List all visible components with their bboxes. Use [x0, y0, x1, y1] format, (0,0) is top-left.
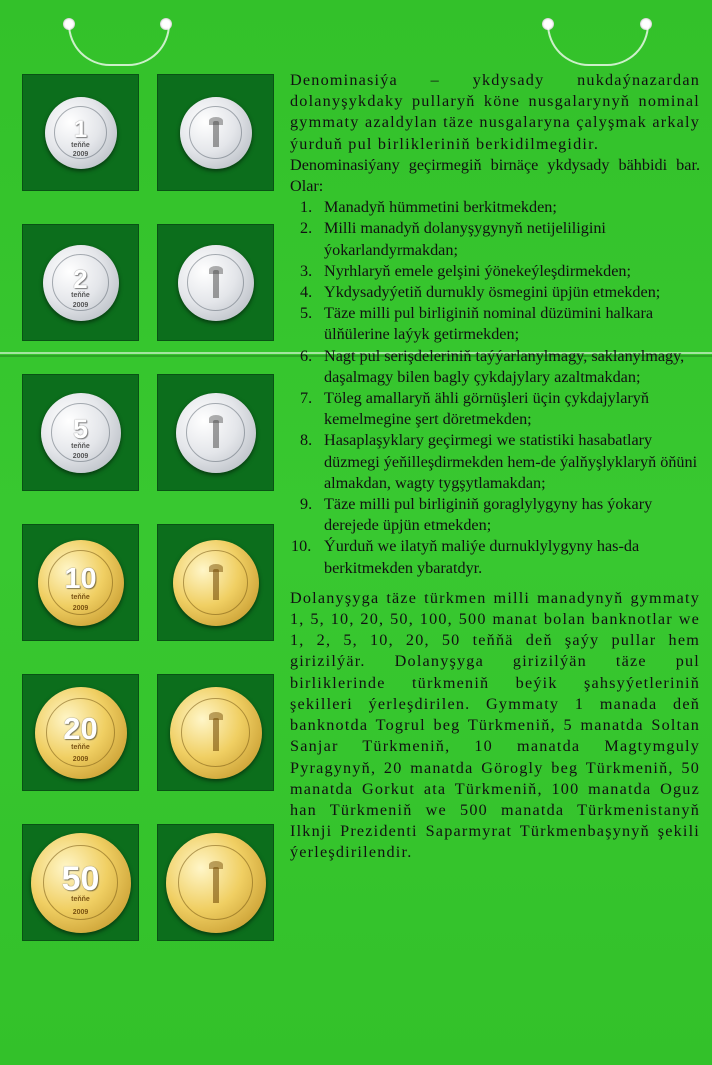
intro-second-paragraph: Denominasiýany geçirmegiň birnäçe ykdysady bähbidi bar. Olar: — [290, 155, 700, 196]
coin-slot-reverse — [157, 824, 274, 941]
monument-icon — [213, 420, 219, 449]
list-item: 4. Ykdysadyýetiň durnukly ösmegini üpjün etmekden; — [300, 283, 661, 302]
coin-year: 2009 — [72, 453, 89, 461]
coin-denomination: 50 — [61, 859, 100, 898]
coin-slot-obverse — [22, 74, 139, 191]
list-item: 1. Manadyň hümmetini berkitmekden; — [300, 198, 557, 217]
coin-year: 2009 — [72, 151, 89, 159]
coin-unit-label: teňňe — [71, 744, 90, 752]
coin-denomination: 2 — [73, 264, 88, 295]
coin-slot-reverse — [157, 374, 274, 491]
coin-obverse — [35, 687, 127, 779]
coin-reverse — [166, 833, 266, 933]
closing-paragraph: Dolanyşyga täze türkmen milli manadynyň gymmaty 1, 5, 10, 20, 50, 100, 500 manat bolan banknotlar we 1, 2, 5, 10, 20, 50 teňňä deň şaýy pullar hem girizilýär. Dolanyşyga girizilýän täze pul birliklerinde türkmeniň beýik şahsyýetleriniň şekilleri ýerleşdirilen. Gymmaty 1 manada deň banknotda Togrul beg Türkmeniň, 5 manatda Soltan Sanjar Türkmeniň, 10 manatda Magtymguly Pyragynyň, 20 manatda Görogly beg Türkmeniň, 50 manatda Gorkut ata Türkmeniň, 100 manatda Oguz han Türkmeniň we 500 manatda Türkmenistanyň Ilknji Prezidenti Saparmyrat Türkmenbaşynyň şekili ýerleşdirilendir. — [290, 588, 700, 862]
coin-year: 2009 — [72, 302, 89, 310]
coin-slot-reverse — [157, 224, 274, 341]
coin-slot-reverse — [157, 524, 274, 641]
coin-slot-reverse — [157, 74, 274, 191]
list-item: 5. Täze milli pul birliginiň nominal düzümini halkara ülňülerine laýyk getirmekden; — [300, 304, 654, 344]
list-item: 8. Hasaplaşyklary geçirmegi we statistiki hasabatlary düzmegi ýeňilleşdirmekden hem-de ýalňyşlyklaryň öňüni almakdan, wagty tygşytlamakdan; — [300, 431, 698, 492]
monument-icon — [213, 121, 219, 147]
monument-icon — [213, 718, 219, 751]
coin-unit-label: teňňe — [71, 593, 90, 601]
coin-year: 2009 — [72, 604, 89, 612]
coin-unit-label: teňňe — [71, 141, 90, 149]
coin-slot-reverse — [157, 674, 274, 791]
coin-denomination: 1 — [73, 115, 88, 143]
coin-slot-obverse — [22, 674, 139, 791]
coin-unit-label: teňňe — [71, 895, 90, 903]
article-text — [290, 70, 700, 864]
coin-slot-obverse — [22, 524, 139, 641]
coin-denomination: 5 — [72, 413, 89, 444]
coin-reverse — [170, 687, 262, 779]
coin-reverse — [173, 540, 259, 626]
coin-year: 2009 — [72, 908, 89, 916]
coin-obverse — [41, 393, 121, 473]
coin-unit-label: teňňe — [71, 292, 90, 300]
coin-obverse — [31, 833, 131, 933]
coin-reverse — [176, 393, 256, 473]
coin-reverse — [178, 245, 254, 321]
coin-year: 2009 — [72, 756, 89, 764]
list-item: 3. Nyrhlaryň emele gelşini ýönekeýleşdirmekden; — [300, 261, 632, 280]
list-item: 9. Täze milli pul birliginiň goraglylygyny has ýokary derejede üpjün etmekden; — [300, 495, 653, 535]
list-item: 2. Milli manadyň dolanyşygynyň netijeliligini ýokarlandyrmakdan; — [300, 219, 606, 259]
intro-paragraph: Denominasiýa – ykdysady nukdaýnazardan dolanyşykdaky pullaryň köne nusgalarynyň nominal gymmaty azaldylan täze nusgalaryna çalyşmak arkaly ýurduň pul birlikleriniň berkidilmegidir. — [290, 71, 700, 153]
monument-icon — [213, 270, 219, 297]
benefit-list — [290, 197, 700, 579]
coin-slot-obverse — [22, 824, 139, 941]
coin-unit-label: teňňe — [71, 442, 90, 450]
coin-slot-obverse — [22, 224, 139, 341]
coin-obverse — [43, 245, 119, 321]
coin-obverse — [38, 540, 124, 626]
monument-icon — [213, 569, 219, 600]
coin-reverse — [180, 97, 252, 169]
coin-obverse — [45, 97, 117, 169]
coin-slot-obverse — [22, 374, 139, 491]
monument-icon — [213, 867, 219, 903]
list-item: 10. Ýurduň we ilatyň maliýe durnuklylygyny has-da berkitmekden ybaratdyr. — [291, 537, 640, 577]
list-item: 6. Nagt pul serişdeleriniň taýýarlanylmagy, saklanylmagy, daşalmagy bilen bagly çykdajylary azaltmakdan; — [300, 346, 685, 386]
coin-denomination: 10 — [64, 562, 97, 595]
list-item: 7. Töleg amallaryň ähli görnüşleri üçin çykdajylaryň kemelmegine şert döretmekden; — [300, 389, 649, 429]
coin-denomination: 20 — [63, 711, 98, 747]
